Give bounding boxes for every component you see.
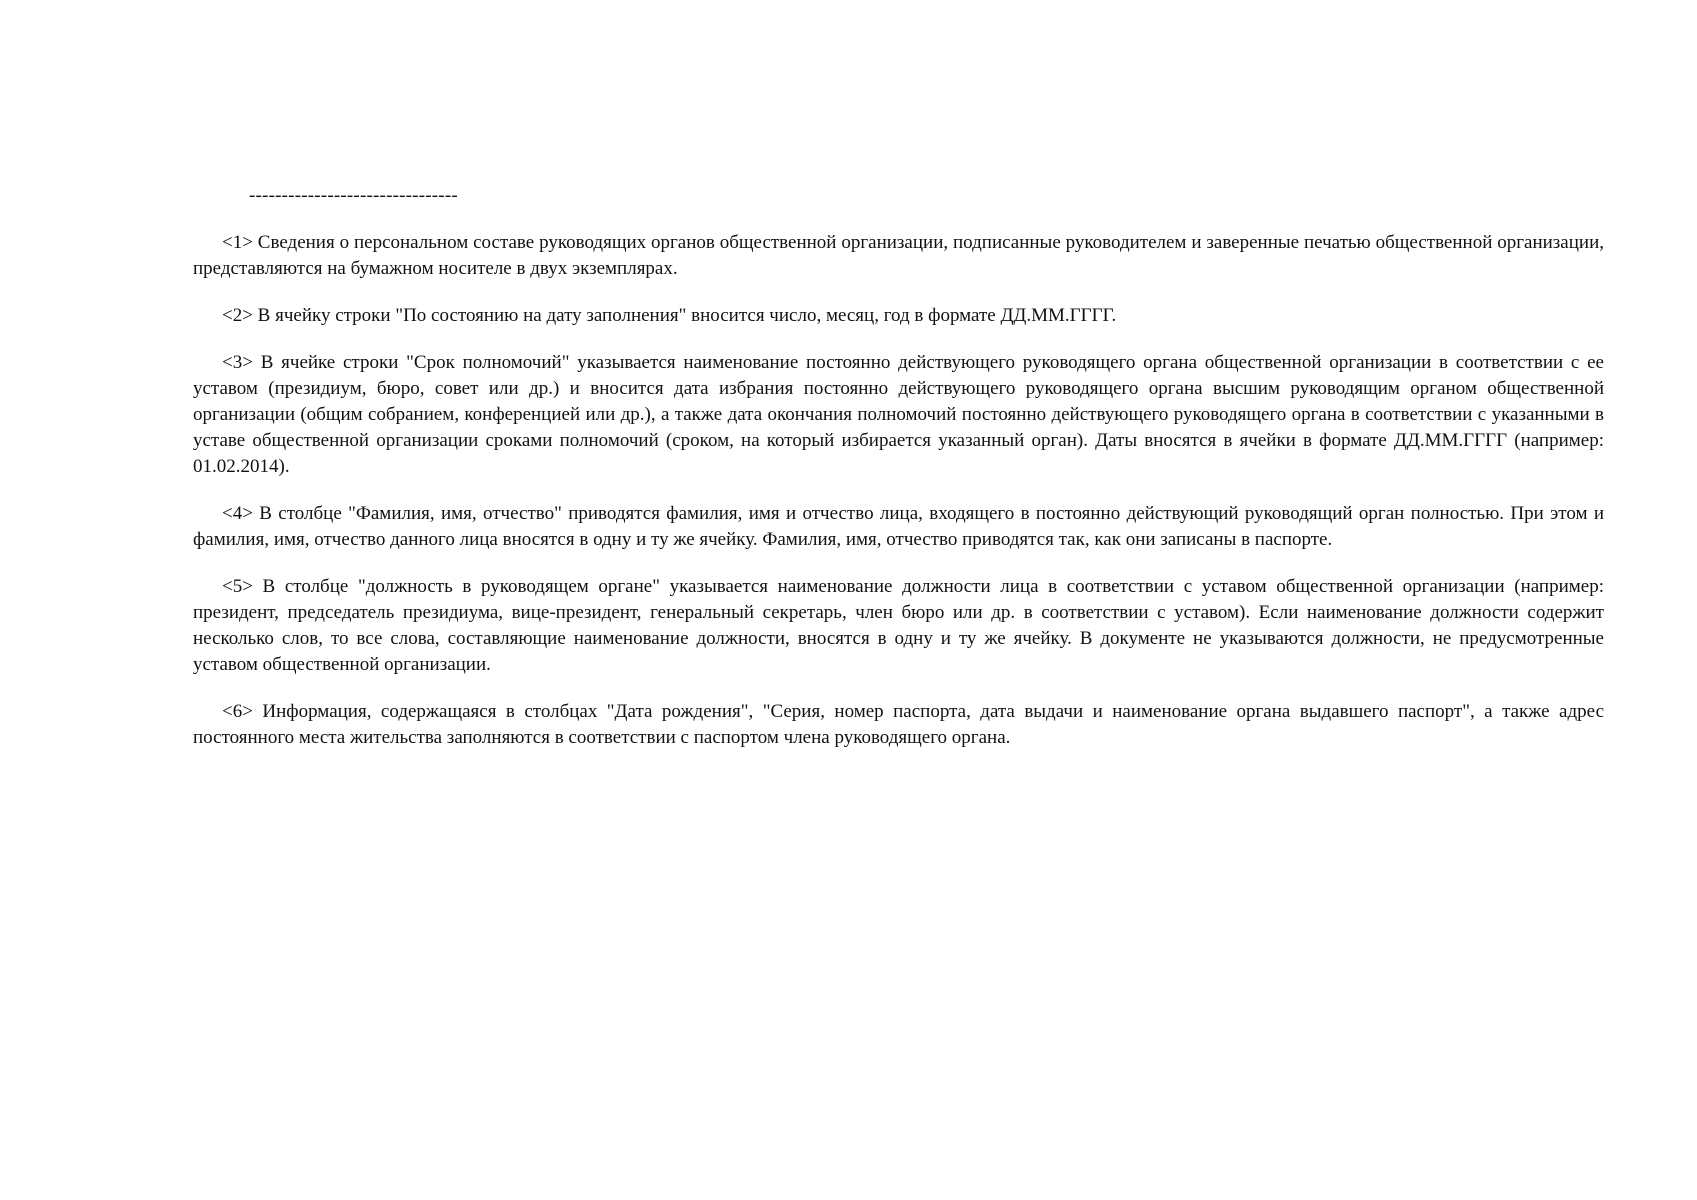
footnote-separator: -------------------------------- (249, 185, 458, 206)
footnote-5: <5> В столбце "должность в руководящем органе" указывается наименование должности лица в соответствии с уставом общественной организации (например: президент, председатель президиума, вице-президент, генеральный секретарь, член бюро или др. в соответствии с уставом). Если наименование должности содержит несколько слов, то все слова, составляющие наименование должности, вносятся в одну и ту же ячейку. В документе не указываются должности, не предусмотренные уставом общественной организации. (193, 576, 1604, 675)
footnote-4: <4> В столбце "Фамилия, имя, отчество" приводятся фамилия, имя и отчество лица, входящего в постоянно действующий руководящий орган полностью. При этом и фамилия, имя, отчество данного лица вносятся в одну и ту же ячейку. Фамилия, имя, отчество приводятся так, как они записаны в паспорте. (193, 503, 1604, 550)
footnote-3: <3> В ячейке строки "Срок полномочий" указывается наименование постоянно действующего руководящего органа общественной организации в соответствии с ее уставом (президиум, бюро, совет или др.) и вносится дата избрания постоянно действующего руководящего органа высшим руководящим органом общественной организации (общим собранием, конференцией или др.), а также дата окончания полномочий постоянно действующего руководящего органа в соответствии с указанными в уставе общественной организации сроками полномочий (сроком, на который избирается указанный орган). Даты вносятся в ячейки в формате ДД.ММ.ГГГГ (например: 01.02.2014). (193, 352, 1604, 477)
footnote-2: <2> В ячейку строки "По состоянию на дату заполнения" вносится число, месяц, год в формате ДД.ММ.ГГГГ. (222, 305, 1117, 326)
footnote-1: <1> Сведения о персональном составе руководящих органов общественной организации, подписанные руководителем и заверенные печатью общественной организации, представляются на бумажном носителе в двух экземплярах. (193, 232, 1604, 279)
footnote-6: <6> Информация, содержащаяся в столбцах "Дата рождения", "Серия, номер паспорта, дата выдачи и наименование органа выдавшего паспорт", а также адрес постоянного места жительства заполняются в соответствии с паспортом члена руководящего органа. (193, 701, 1604, 748)
footnotes (193, 230, 1604, 772)
